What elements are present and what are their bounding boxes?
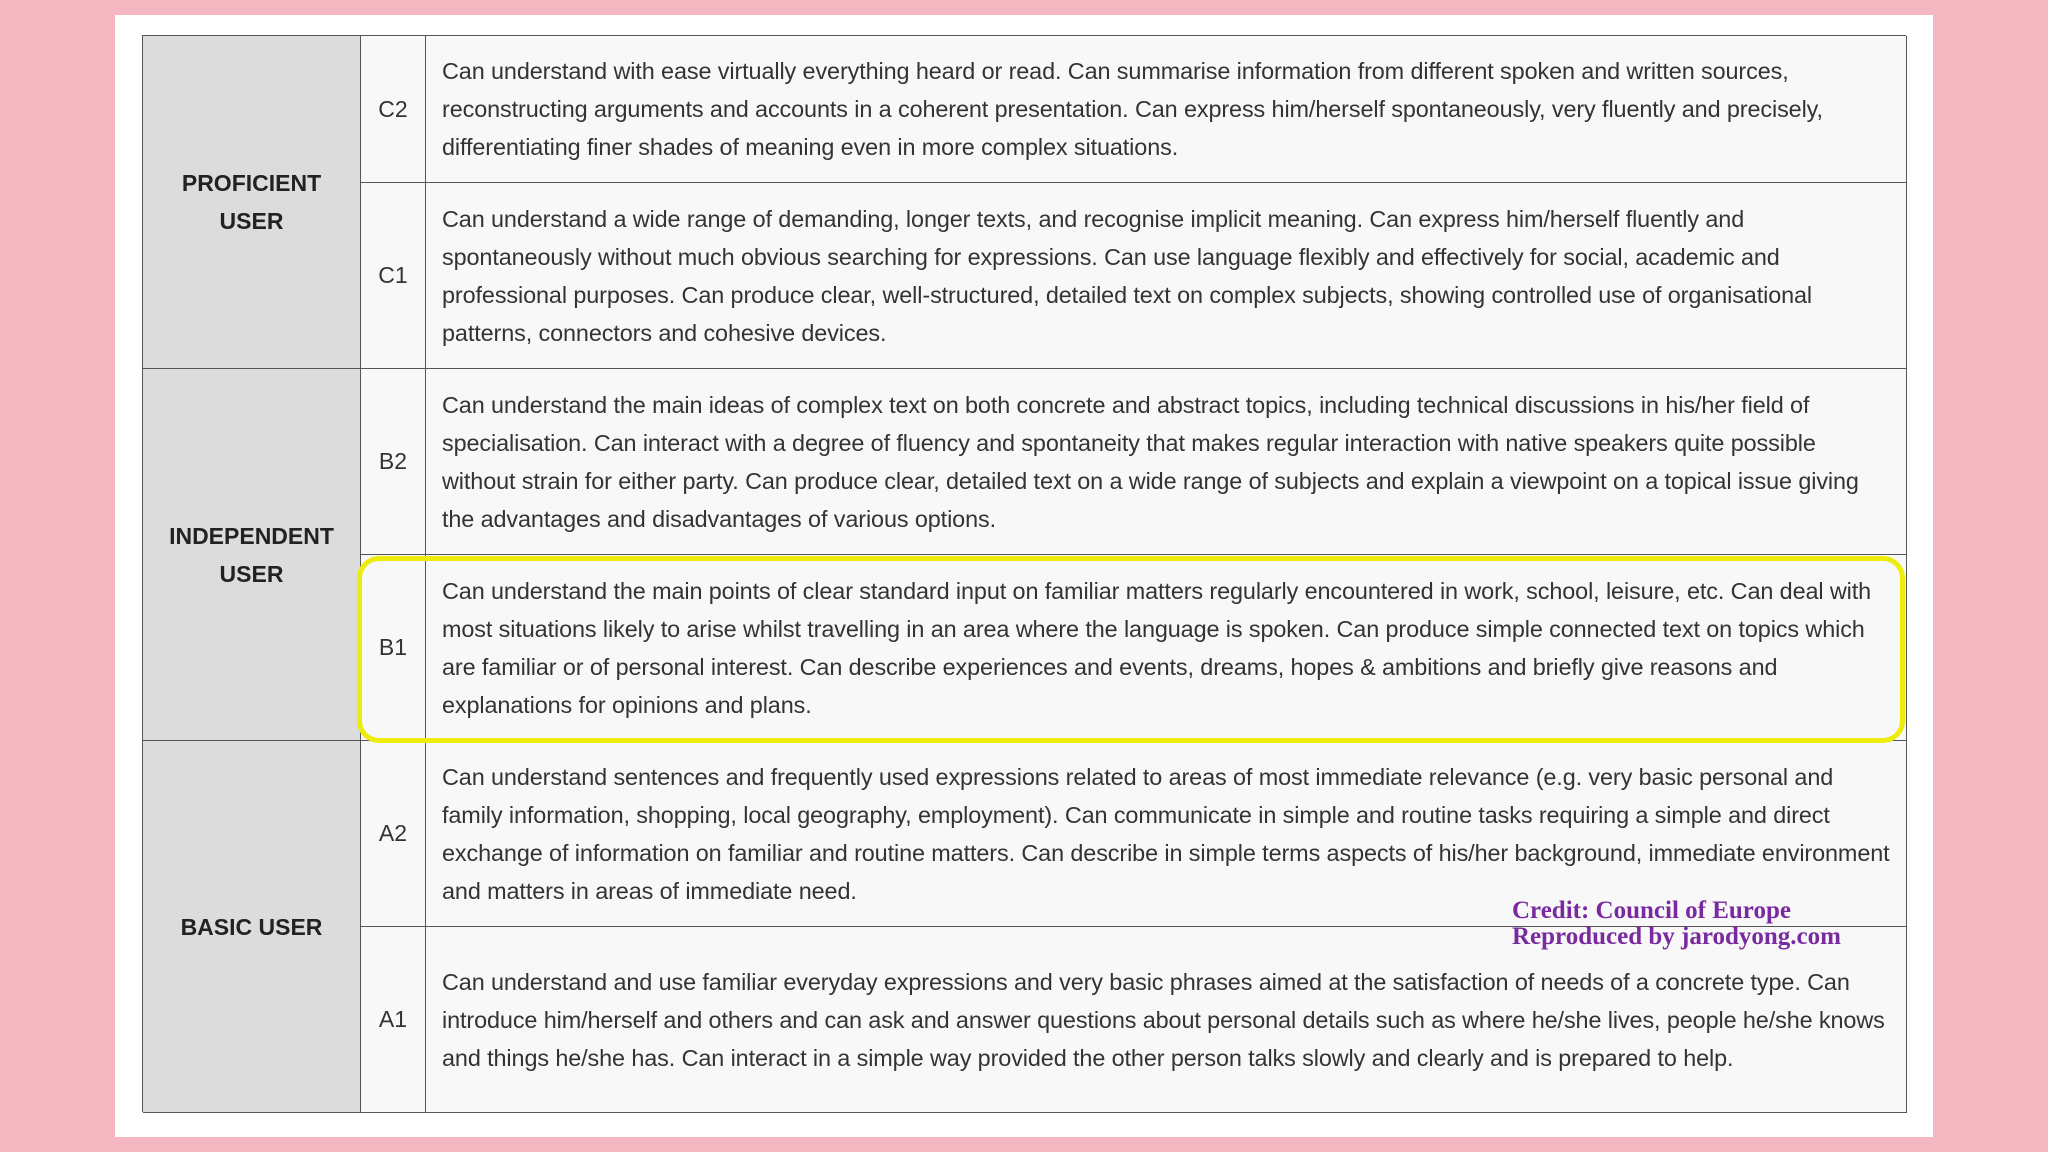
cefr-levels-table: [142, 35, 1906, 1112]
group-independent-user: [143, 369, 361, 741]
level-description-c1: [426, 183, 1907, 369]
level-description-b2: [426, 369, 1907, 555]
level-description-a1: [426, 927, 1907, 1113]
level-code-a2: A2: [361, 741, 426, 927]
description-text: Can understand a wide range of demanding, longer texts, and recognise implicit meaning. Can express him/herself fluently and spontaneously without much obvious searching for expressions. Can use language flexibly and effectively for social, academic and professional purposes. Can produce clear, well-structured, detailed text on complex subjects, showing controlled use of organisational patterns, connectors and cohesive devices.: [442, 205, 1813, 346]
description-text: Can understand sentences and frequently used expressions related to areas of most immediate relevance (e.g. very basic personal and family information, shopping, local geography, employment). Can communicate in simple and routine tasks requiring a simple and direct exchange of information on familiar and routine matters. Can describe in simple terms aspects of his/her background, immediate environment and matters in areas of immediate need.: [442, 763, 1890, 904]
description-text: Can understand and use familiar everyday expressions and very basic phrases aimed at the satisfaction of needs of a concrete type. Can introduce him/herself and others and can ask and answer questions about personal details such as where he/she lives, people he/she knows and things he/she has. Can interact in a simple way provided the other person talks slowly and clearly and is prepared to help.: [442, 968, 1885, 1071]
group-label: BASIC USER: [180, 913, 323, 940]
level-code-a1: A1: [361, 927, 426, 1113]
level-code-c2: C2: [361, 36, 426, 183]
level-code-b1: B1: [361, 555, 426, 741]
credit-watermark: [1512, 898, 1841, 950]
credit-line: Credit: Council of Europe: [1512, 897, 1791, 924]
group-label: PROFICIENT USER: [181, 170, 322, 234]
level-code-b2: B2: [361, 369, 426, 555]
level-code-c1: C1: [361, 183, 426, 369]
level-description-c2: [426, 36, 1907, 183]
reproduced-by-line: Reproduced by jarodyong.com: [1512, 923, 1841, 950]
group-basic-user: [143, 741, 361, 1113]
level-description-b1: [426, 555, 1907, 741]
description-text: Can understand with ease virtually everything heard or read. Can summarise information from different spoken and written sources, reconstructing arguments and accounts in a coherent presentation. Can express him/herself spontaneously, very fluently and precisely, differentiating finer shades of meaning even in more complex situations.: [442, 58, 1823, 160]
description-text: Can understand the main points of clear standard input on familiar matters regularly encountered in work, school, leisure, etc. Can deal with most situations likely to arise whilst travelling in an area where the language is spoken. Can produce simple connected text on topics which are familiar or of personal interest. Can describe experiences and events, dreams, hopes & ambitions and briefly give reasons and explanations for opinions and plans.: [442, 577, 1872, 718]
group-label: INDEPENDENT USER: [169, 522, 334, 587]
group-proficient-user: [143, 36, 361, 369]
description-text: Can understand the main ideas of complex text on both concrete and abstract topics, including technical discussions in his/her field of specialisation. Can interact with a degree of fluency and spontaneity that makes regular interaction with native speakers quite possible without strain for either party. Can produce clear, detailed text on a wide range of subjects and explain a viewpoint on a topical issue giving the advantages and disadvantages of various options.: [442, 391, 1859, 532]
